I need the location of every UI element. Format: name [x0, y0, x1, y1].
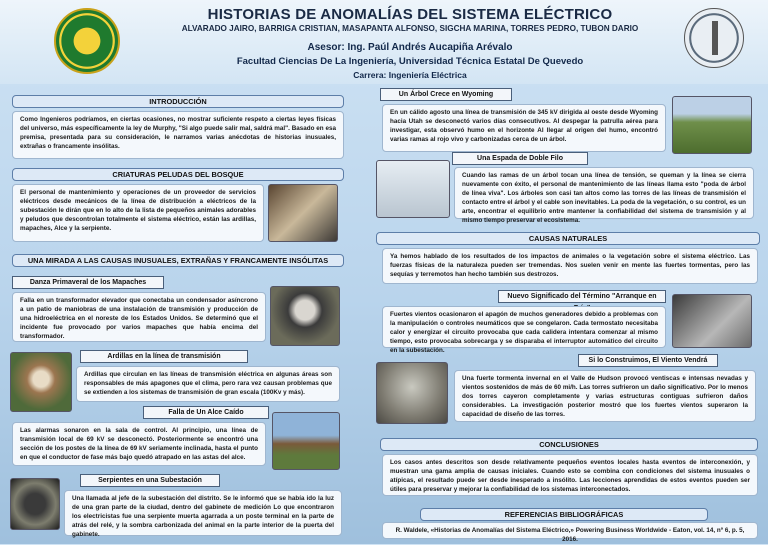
serpientes-text: Una llamada al jefe de la subestación del distrito. Se le informó que se había ido la luz de una gran parte de la ciudad, dentro del gabinete de medición Lo que encontraron los electricistas fue una serpiente muerta agarrada a un poste terminal en la parte de atrás del relé, y la sombra carbonizada del animal en la parte interior de la puerta del gabinete.: [64, 490, 342, 536]
intro-heading: INTRODUCCIÓN: [12, 95, 344, 108]
university-logo-icon: [54, 8, 120, 74]
alce-heading: Falla de Un Alce Caído: [143, 406, 269, 419]
raccoon-image: [270, 286, 340, 346]
espada-heading: Una Espada de Doble Filo: [452, 152, 588, 165]
criaturas-heading: CRIATURAS PELUDAS DEL BOSQUE: [12, 168, 344, 181]
naturales-heading: CAUSAS NATURALES: [376, 232, 760, 245]
referencias-text: R. Waldele, «Historias de Anomalías del Sistema Eléctrico,» Powering Business Worldwide - Eaton, vol. 14, nº 6, p. 5, 2016.: [382, 522, 758, 539]
mirada-heading: UNA MIRADA A LAS CAUSAS INUSUALES, EXTRAÑAS Y FRANCAMENTE INSÓLITAS: [12, 254, 344, 267]
danza-heading: Danza Primaveral de los Mapaches: [12, 276, 164, 289]
poster-title: HISTORIAS DE ANOMALÍAS DEL SISTEMA ELÉCTRICO: [207, 6, 613, 23]
authors: ALVARADO JAIRO, BARRIGA CRISTIAN, MASAPANTA ALFONSO, SIGCHA MARINA, TORRES PEDRO, TUBON DARIO: [181, 24, 639, 33]
arbol-heading: Un Árbol Crece en Wyoming: [380, 88, 512, 101]
ardillas-heading: Ardillas en la línea de transmisión: [80, 350, 248, 363]
arranque-text: Fuertes vientos ocasionaron el apagón de muchos generadores debido a problemas con la manipulación o controles neumáticos que se congelaron. Cada termostato necesitaba calor y energizar el circuito provocaba que cada calidera intentara comenzar al mismo tiempo, esto provocaba sobrecarga y se disparaba el interruptor automático del circuito en la subestación.: [382, 306, 666, 348]
animals-image: [268, 184, 338, 242]
intro-text: Como Ingenieros podríamos, en ciertas ocasiones, no mostrar suficiente respeto a ciertas leyes físicas del universo, más específicamente la ley de Murphy, "Si algo puede salir mal, saldrá mal". Basado en esa premisa, presentada para su consideración, le narramos varias anécdotas de historias inusuales, extrañas o francamente insólitas.: [12, 111, 344, 159]
alce-text: Las alarmas sonaron en la sala de control. Al principio, una línea de transmisión local de 69 kV se desconectó. Posteriormente se encontró una sección de los postes de la línea de 69 kV seriamente inclinada, hasta el punto en que el conductor de fase más bajo quedó atrapado en las astas del alce.: [12, 422, 266, 466]
ardillas-text: Ardillas que circulan en las líneas de transmisión eléctrica en algunas áreas son responsables de más apagones que el clima, pero rara vez causan problemas que se extienden a los sistemas de transmisión de gran escala (100Kv y más).: [76, 366, 340, 402]
snake-image: [10, 478, 60, 530]
towers-image: [376, 160, 450, 218]
espada-text: Cuando las ramas de un árbol tocan una línea de tensión, se queman y la línea se cierra nuevamente con éxito, el personal de mantenimiento de las líneas llama esto "poda de árbol de línea viva". Los árboles son casi tan altos como las torres de las líneas de transmisión el contacto entre el árbol y el cable son inevitables. La poda de la vegetación, o su control, es un arte, encontrar el equilibrio entre mantener la confiabilidad del sistema de transmisión y al mismo tiempo preservar el ecosistema.: [454, 167, 754, 219]
frozen-equipment-image: [672, 294, 752, 348]
career: Carrera: Ingeniería Eléctrica: [353, 70, 467, 80]
elk-image: [272, 412, 340, 470]
viento-text: Una fuerte tormenta invernal en el Valle de Hudson provocó ventiscas e intensas nevadas y vientos sostenidos de más de 60 mi/h. Las torres sufrieron un daño significativo. Por lo menos dos torres cayeron completamente y varias estructuras contiguas sufrieron daños considerables. La investigación posterior mostró que los fuertes vientos superaron la capacidad de diseño de las torres.: [454, 370, 756, 422]
danza-text: Falla en un transformador elevador que conectaba un condensador asíncrono a un patio de maniobras de una instalación de transmisión y producción de una hidroeléctrica en el noreste de los Estados Unidos. Se determinó que el incidente fue provocado por varios mapaches que había encima del transformador.: [12, 292, 266, 342]
conclusiones-text: Los casos antes descritos son desde relativamente pequeños eventos locales hasta eventos de interconexión, y muestran una gama amplia de causas iniciales. Cuando esto se combina con condiciones del sistema inusuales o atípicas, el resultado puede ser desde inesperado a insólito. Las lecciones aprendidas de estos eventos pueden ser útiles para preservar y mejorar la confiabilidad de los sistemas interconectados.: [382, 454, 758, 496]
serpientes-heading: Serpientes en una Subestación: [80, 474, 220, 487]
arbol-text: En un cálido agosto una línea de transmisión de 345 kV dirigida al oeste desde Wyoming hacia Utah se desconectó varios días consecutivos. Al despegar la patrulla aérea para investigar, esta observó humo en el horizonte Al llegar al origen del humo, encontró varias ramas al rojo vivo y carbonizadas cerca de un árbol.: [382, 104, 666, 152]
tree-line-image: [672, 96, 752, 154]
conclusiones-heading: CONCLUSIONES: [380, 438, 758, 451]
tower-logo-icon: [684, 8, 744, 68]
advisor: Asesor: Ing. Paúl Andrés Aucapiña Arévalo: [307, 42, 513, 53]
referencias-heading: REFERENCIAS BIBLIOGRÁFICAS: [420, 508, 708, 521]
viento-heading: Si lo Construimos, El Viento Vendrá: [578, 354, 718, 367]
squirrel-image: [10, 352, 72, 412]
faculty: Facultad Ciencias De La Ingeniería, Universidad Técnica Estatal De Quevedo: [236, 56, 584, 67]
naturales-text: Ya hemos hablado de los resultados de los impactos de animales o la vegetación sobre el sistema eléctrico. Las fuerzas físicas de la naturaleza pueden ser tremendas. Nos suelen venir en mente las fuertes tormentas, pero las sequías y terremotos han hecho también sus destrozos.: [382, 248, 758, 284]
storm-tower-image: [376, 362, 448, 424]
arranque-heading: Nuevo Significado del Término "Arranque en: [498, 290, 666, 303]
criaturas-text: El personal de mantenimiento y operaciones de un proveedor de servicios eléctricos desde mecánicos de la línea de distribución a eléctricos de la subestación le dirán que en lo alto de la lista de pequeños animales adorables y peludos que descontrolan totalmente el sistema eléctrico, están las ardillas, mapaches, Alce y la serpiente.: [12, 184, 264, 242]
